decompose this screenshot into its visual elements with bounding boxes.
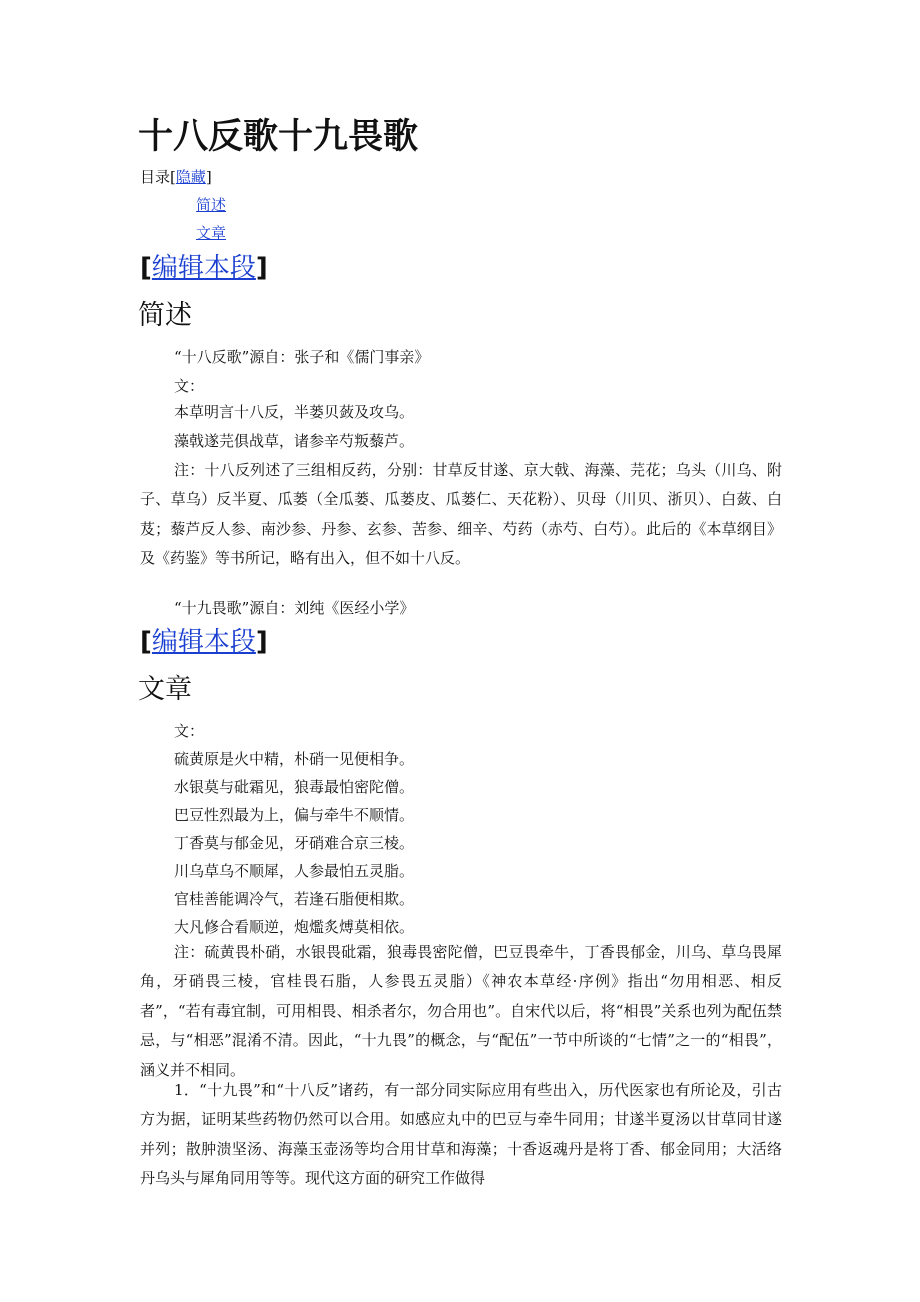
verse-line: 藻戟遂芫俱战草，诸参辛芍叛藜芦。 — [174, 432, 415, 450]
edit-section-link[interactable]: 编辑本段 — [151, 627, 256, 657]
edit-bracket-close: ] — [255, 627, 268, 657]
toc-item-article[interactable]: 文章 — [196, 224, 227, 242]
verse-line: 官桂善能调冷气，若逢石脂便相欺。 — [174, 890, 415, 908]
verse-line: 川乌草乌不顺犀，人参最怕五灵脂。 — [174, 862, 415, 880]
text-label: 文： — [174, 722, 205, 740]
verse-line: 大凡修合看顺逆，炮爁炙煿莫相依。 — [174, 918, 415, 936]
toc-header — [140, 166, 212, 188]
verse-line: 硫黄原是火中精，朴硝一见便相争。 — [174, 750, 415, 768]
toc-hide-link[interactable]: 隐藏 — [175, 168, 206, 186]
edit-section-summary — [140, 250, 268, 286]
verse-line: 水银莫与砒霜见，狼毒最怕密陀僧。 — [174, 778, 415, 796]
note-paragraph: 注：硫黄畏朴硝，水银畏砒霜，狼毒畏密陀僧，巴豆畏牵牛，丁香畏郁金，川乌、草乌畏犀角，牙硝畏三棱，官桂畏石脂，人参畏五灵脂）《神农本草经·序例》指出“勿用相恶、相反者”，“若有毒宜制，可用相畏、相杀者尔，勿合用也”。自宋代以后，将“相畏”关系也列为配伍禁忌，与“相恶”混淆不清。因此，“十九畏”的概念，与“配伍”一节中所谈的“七情”之一的“相畏”，涵义并不相同。 — [140, 943, 782, 1079]
verse-line: 丁香莫与郁金见，牙硝难合京三棱。 — [174, 834, 415, 852]
toc-bracket-close: ] — [205, 168, 212, 186]
edit-section-link[interactable]: 编辑本段 — [151, 253, 256, 283]
page-title: 十八反歌十九畏歌 — [138, 117, 419, 157]
verse-line: 本草明言十八反，半蒌贝蔹及攻乌。 — [174, 403, 415, 421]
toc-label: 目录 — [140, 168, 171, 186]
section-heading-article: 文章 — [138, 674, 192, 705]
edit-section-article — [140, 624, 268, 660]
section-heading-summary: 简述 — [138, 300, 192, 331]
edit-bracket-open: [ — [140, 627, 152, 657]
toc-item-summary[interactable]: 简述 — [196, 196, 227, 214]
edit-bracket-close: ] — [255, 253, 268, 283]
verse-line: 巴豆性烈最为上，偏与牵牛不顺情。 — [174, 806, 415, 824]
note-paragraph: 注：十八反列述了三组相反药，分别：甘草反甘遂、京大戟、海藻、芫花；乌头（川乌、附子、草乌）反半夏、瓜蒌（全瓜蒌、瓜蒌皮、瓜蒌仁、天花粉）、贝母（川贝、浙贝）、白蔹、白芨；藜芦反人参、南沙参、丹参、玄参、苦参、细辛、芍药（赤芍、白芍）。此后的《本草纲目》及《药鉴》等书所记，略有出入，但不如十八反。 — [140, 461, 782, 568]
source-line: “十八反歌”源自：张子和《儒门事亲》 — [174, 348, 430, 366]
point-paragraph: 1．“十九畏”和“十八反”诸药，有一部分同实际应用有些出入，历代医家也有所论及，引古方为据，证明某些药物仍然可以合用。如感应丸中的巴豆与牵牛同用；甘遂半夏汤以甘草同甘遂并列；散肿溃坚汤、海藻玉壶汤等均合用甘草和海藻；十香返魂丹是将丁香、郁金同用；大活络丹乌头与犀角同用等等。现代这方面的研究工作做得 — [140, 1081, 782, 1188]
toc-bracket-open: [ — [170, 168, 176, 186]
text-label: 文： — [174, 377, 205, 395]
edit-bracket-open: [ — [140, 253, 152, 283]
source-line: “十九畏歌”源自：刘纯《医经小学》 — [174, 599, 415, 617]
